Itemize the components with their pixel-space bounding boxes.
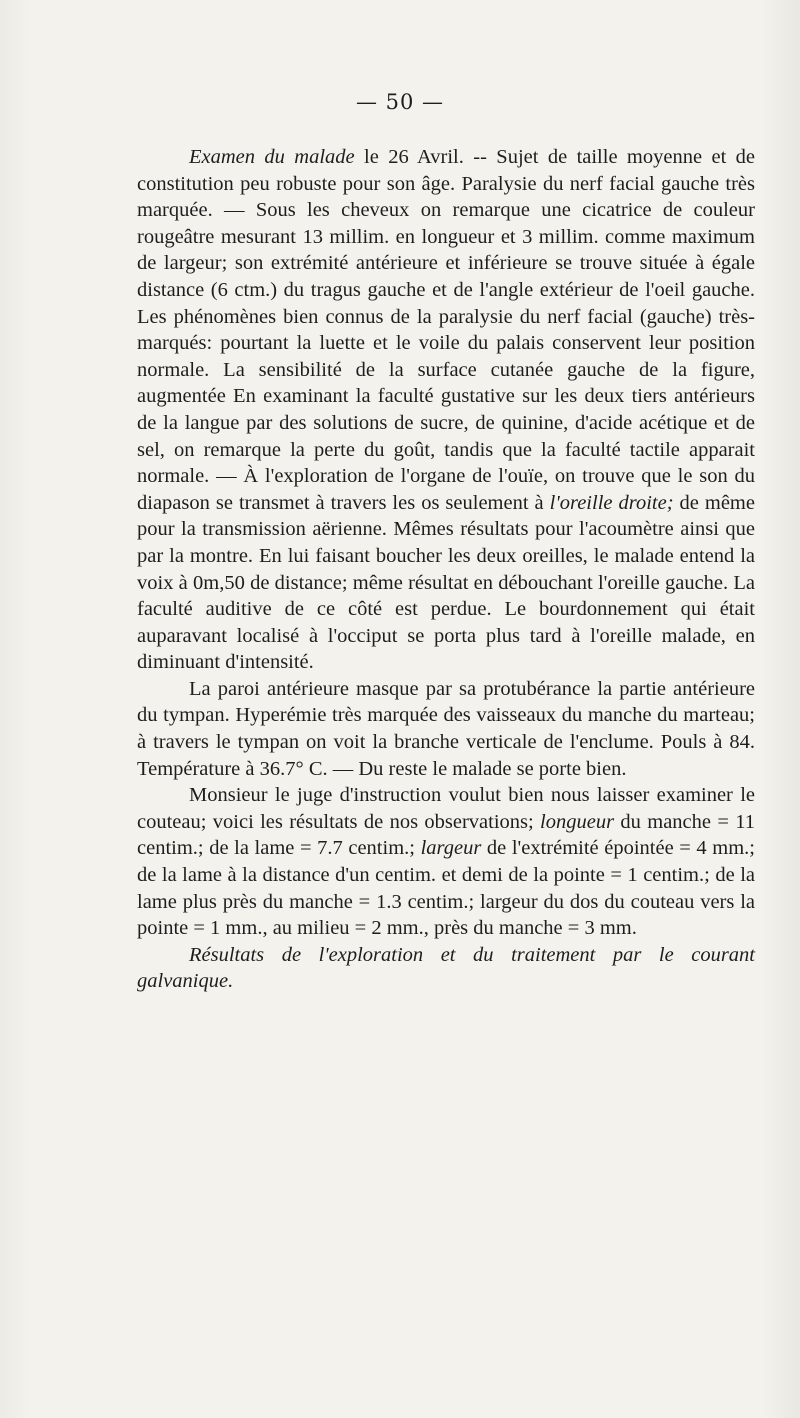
paragraph-tympanum xyxy=(137,676,755,782)
paragraph-italic-term: largeur xyxy=(420,837,482,860)
paragraph-lead-italic: Examen du malade xyxy=(189,146,355,168)
paragraph-italic-heading: Résultats de l'exploration et du traitement par le courant galvanique. xyxy=(137,943,755,993)
paragraph-text: du manche = 11 centim.; de la lame = 7.7 centim.; xyxy=(137,810,755,860)
paragraph-text: de même pour la transmission aërienne. Mêmes résultats pour l'acoumètre ainsi que par la montre. En lui faisant boucher les deux oreilles, le malade entend la voix à 0m,50 de distance; même résultat en débouchant l'oreille gauche. La faculté auditive de ce côté est perdue. Le bourdonnement qui était auparavant localisé à l'occiput se porta plus tard à l'oreille malade, en diminuant d'intensité. xyxy=(137,491,755,674)
body-text xyxy=(137,144,755,995)
page-number: — 50 — xyxy=(355,90,445,114)
paragraph-text: de l'extrémité épointée = 4 mm.; de la lame à la distance d'un centim. et demi de la pointe = 1 centim.; de la lame plus près du manche = 1.3 centim.; largeur du dos du couteau vers la pointe = 1 mm., au milieu = 2 mm., près du manche = 3 mm. xyxy=(137,837,755,940)
paragraph-text: Monsieur le juge d'instruction voulut bien nous laisser examiner le couteau; voici les résultats de nos observations; xyxy=(137,784,755,833)
paragraph-italic-term: longueur xyxy=(540,810,615,833)
paragraph-results-heading xyxy=(137,942,755,995)
paragraph-mid-italic: l'oreille droite; xyxy=(549,491,674,514)
paragraph-examination xyxy=(137,144,755,676)
paragraph-text: La paroi antérieure masque par sa protubérance la partie antérieure du tympan. Hyperémie très marquée des vaisseaux du manche du marteau; à travers le tympan on voit la branche verticale de l'enclume. Pouls à 84. Température à 36.7° C. — Du reste le malade se porte bien. xyxy=(137,677,755,780)
paragraph-text: le 26 Avril. -- Sujet de taille moyenne et de constitution peu robuste pour son âge. Paralysie du nerf facial gauche très marquée. — Sous les cheveux on remarque une cicatrice de couleur rougeâtre mesurant 13 millim. en longueur et 3 millim. comme maximum de largeur; son extrémité antérieure et inférieure se trouve située à égale distance (6 ctm.) du tragus gauche et de l'angle extérieur de l'oeil gauche. Les phénomènes bien connus de la paralysie du nerf facial (gauche) très-marqués: pourtant la luette et le voile du palais conservent leur position normale. La sensibilité de la surface cutanée gauche de la figure, augmentée En examinant la faculté gustative sur les deux tiers antérieurs de la langue par des solutions de sucre, de quinine, d'acide acétique et de sel, on remarque la perte du goût, tandis que la faculté tactile apparait normale. — À l'exploration de l'organe de l'ouïe, on trouve que le son du diapason se transmet à travers les os seulement à xyxy=(137,146,755,514)
paragraph-knife xyxy=(137,782,755,942)
